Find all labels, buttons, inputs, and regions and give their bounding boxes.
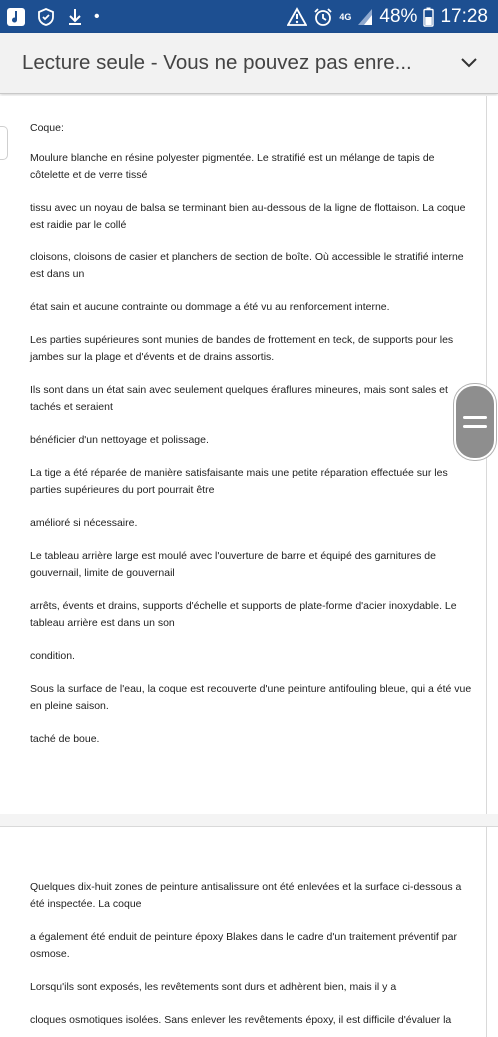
paragraph: a également été enduit de peinture époxy Blakes dans le cadre d'un traitement préventif par osmose. — [30, 931, 457, 960]
paragraph: Moulure blanche en résine polyester pigmentée. Le stratifié est un mélange de tapis de côtelette et de verre tissé — [30, 152, 435, 181]
paragraph: Ils sont dans un état sain avec seulement quelques éraflures mineures, mais sont sales et tachés et seraient — [30, 384, 448, 413]
paragraph: Coque: — [30, 122, 64, 134]
notification-dot-icon: • — [94, 7, 100, 25]
status-bar — [0, 0, 498, 33]
page-separator — [0, 814, 498, 827]
paragraph: Quelques dix-huit zones de peinture antisalissure ont été enlevées et la surface ci-dessous a été inspectée. La coque — [30, 881, 462, 910]
chevron-down-icon[interactable] — [458, 52, 480, 74]
paragraph: taché de boue. — [30, 733, 100, 745]
paragraph: cloques osmotiques isolées. Sans enlever les revêtements époxy, il est difficile d'évaluer la — [30, 1014, 452, 1026]
paragraph: cloisons, cloisons de casier et planchers de section de boîte. Où accessible le stratifié interne est dans un — [30, 251, 464, 280]
paragraph: Le tableau arrière large est moulé avec l'ouverture de barre et équipé des garnitures de gouvernail, limite de gouvernail — [30, 550, 436, 579]
status-bar-system — [281, 6, 488, 28]
paragraph: Sous la surface de l'eau, la coque est recouverte d'une peinture antifouling bleue, qui a été vue en pleine saison. — [30, 683, 472, 712]
page-edge-marker — [0, 126, 8, 160]
document-viewer[interactable] — [0, 96, 498, 1024]
grip-line-icon — [463, 425, 487, 428]
warning-icon — [287, 7, 307, 27]
paragraph: condition. — [30, 650, 75, 662]
download-icon — [66, 7, 84, 27]
paragraph: La tige a été réparée de manière satisfaisante mais une petite réparation effectuée sur les parties supérieures du port pourrait être — [30, 467, 448, 496]
clock: 17:28 — [440, 5, 488, 27]
scroll-handle[interactable] — [454, 384, 496, 460]
music-app-icon — [6, 7, 26, 27]
paragraph: état sain et aucune contrainte ou dommage a été vu au renforcement interne. — [30, 301, 390, 313]
security-icon — [36, 7, 56, 27]
network-type: 4G — [339, 11, 352, 22]
alarm-icon — [313, 7, 333, 27]
paragraph: Les parties supérieures sont munies de bandes de frottement en teck, de supports pour les jambes sur la plage et d'évents et de drains assortis. — [30, 334, 454, 363]
grip-line-icon — [463, 416, 487, 419]
paragraph: tissu avec un noyau de balsa se terminant bien au-dessous de la ligne de flottaison. La coque est raidie par le collé — [30, 202, 466, 231]
app-header — [0, 33, 498, 94]
paragraph: Lorsqu'ils sont exposés, les revêtements sont durs et adhèrent bien, mais il y a — [30, 981, 397, 993]
paragraph: arrêts, évents et drains, supports d'échelle et supports de plate-forme d'acier inoxydable. Le tableau arrière est dans un son — [30, 600, 457, 629]
document-page-1 — [0, 96, 487, 815]
document-page-2 — [0, 827, 487, 1037]
battery-percent: 48% — [379, 5, 418, 27]
battery-icon — [423, 7, 434, 27]
signal-icon — [357, 8, 373, 26]
paragraph: amélioré si nécessaire. — [30, 517, 138, 529]
status-bar-notifications — [6, 7, 110, 27]
page-title: Lecture seule - Vous ne pouvez pas enre... — [22, 51, 412, 74]
paragraph: bénéficier d'un nettoyage et polissage. — [30, 434, 209, 446]
